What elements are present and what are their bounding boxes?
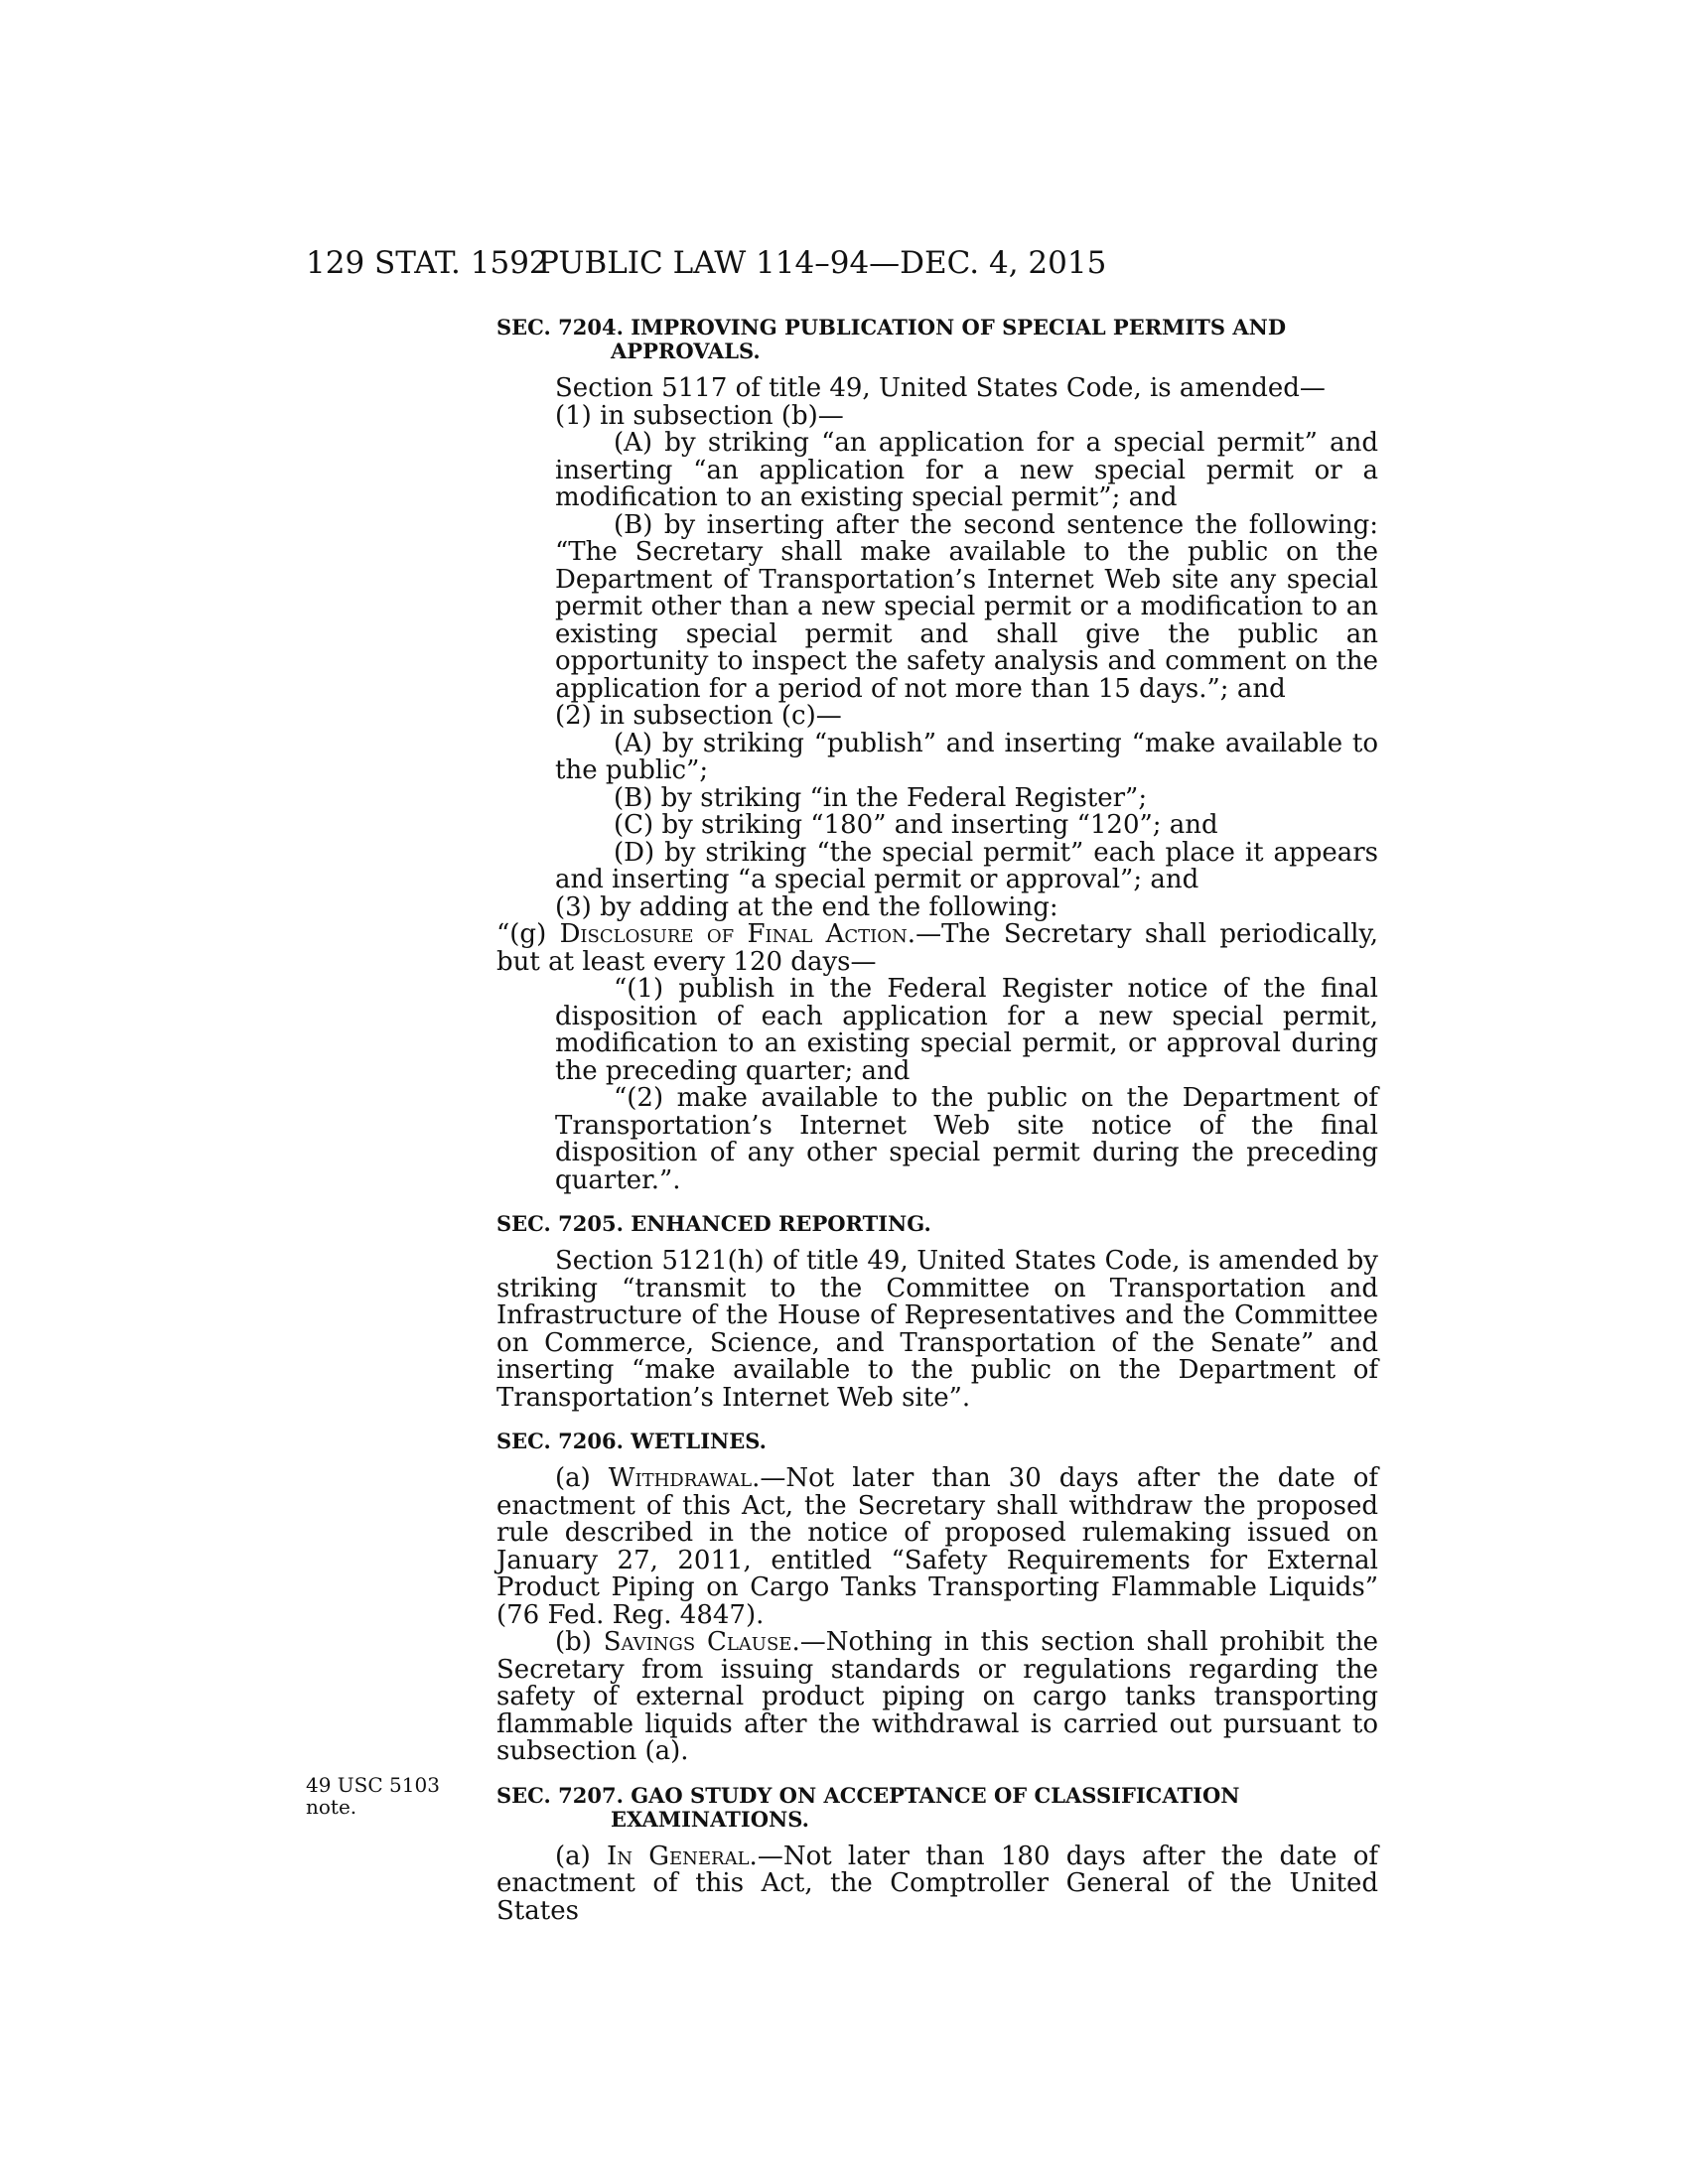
section-heading-7205: SEC. 7205. ENHANCED REPORTING. (496, 1211, 931, 1236)
subsection-a-label: (a) (555, 1463, 609, 1493)
sec-7207-a-label: (a) (555, 1841, 608, 1871)
sec-7204-paragraph-1: (1) in subsection (b)— (555, 400, 844, 431)
subsection-g-label: “(g) (496, 919, 560, 949)
sec-7206-subsection-a (496, 1465, 1378, 1629)
section-heading-7206: SEC. 7206. WETLINES. (496, 1429, 767, 1453)
subsection-g-caption: Disclosure of Final Action. (559, 919, 916, 949)
subsection-a-text: —Not later than 30 days after the date of enactment of this Act, the Secretary shall withdraw the proposed rule described in the notice of proposed rulemaking issued on January 27, 2011, entitled “Safety Requirements for External Product Piping on Cargo Tanks Transporting Flammable Liquids” (76 Fed. Reg. 4847). (496, 1463, 1378, 1630)
page-header (306, 245, 1378, 285)
sec-7206-subsection-b (496, 1629, 1378, 1766)
document-body (496, 316, 1378, 1925)
stat-page-number: 129 STAT. 1592 (306, 245, 549, 281)
sec-7207-a-text: —Not later than 180 days after the date of enactment of this Act, the Comptroller General of the United States (496, 1841, 1378, 1926)
sec-7204-paragraph-2b: (B) by striking “in the Federal Register”; (614, 782, 1148, 813)
subsection-a-caption: Withdrawal. (608, 1463, 761, 1493)
sec-7207-subsection-a (496, 1843, 1378, 1926)
sec-7204-paragraph-2c: (C) by striking “180” and inserting “120”; and (614, 810, 1218, 840)
subsection-b-text: —Nothing in this section shall prohibit the Secretary from issuing standards or regulations regarding the safety of external product piping on cargo tanks transporting flammable liquids after the withdrawal is carried out pursuant to subsection (a). (496, 1627, 1379, 1766)
section-heading-7207: SEC. 7207. GAO STUDY ON ACCEPTANCE OF CLASSIFICATION EXAMINATIONS. (496, 1782, 1240, 1832)
sec-7204-subsection-g-1: “(1) publish in the Federal Register notice of the final disposition of each application for a new special permit, modification to an existing special permit, or approval during the preceding quarter; and (555, 974, 1378, 1086)
subsection-g-text: —The Secretary shall periodically, but at least every 120 days— (496, 919, 1378, 977)
margin-note (306, 1774, 440, 1818)
sec-7204-paragraph-3: (3) by adding at the end the following: (555, 891, 1058, 922)
margin-note-line-2: note. (306, 1795, 357, 1819)
running-head: PUBLIC LAW 114–94—DEC. 4, 2015 (538, 245, 1107, 281)
subsection-b-label: (b) (555, 1627, 604, 1657)
sec-7204-paragraph-2d: (D) by striking “the special permit” each place it appears and inserting “a special permit or approval”; and (555, 837, 1378, 894)
sec-7204-paragraph-1b: (B) by inserting after the second sentence the following: “The Secretary shall make available to the public on the Department of Transportation’s Internet Web site any special permit other than a new special permit or a modification to an existing special permit and shall give the public an opportunity to inspect the safety analysis and comment on the application for a period of not more than 15 days.”; and (555, 509, 1378, 704)
subsection-b-caption: Savings Clause. (603, 1627, 800, 1657)
sec-7204-subsection-g (496, 921, 1378, 976)
sec-7205-text: Section 5121(h) of title 49, United States Code, is amended by striking “transmit to the Committee on Transportation and Infrastructure of the House of Representatives and the Committee on Commerce, Science, and Transportation of the Senate” and inserting “make available to the public on the Department of Transportation’s Internet Web site”. (496, 1246, 1378, 1413)
sec-7204-paragraph-2a: (A) by striking “publish” and inserting “make available to the public”; (555, 728, 1378, 785)
sec-7204-subsection-g-2: “(2) make available to the public on the Department of Transportation’s Internet Web site notice of the final disposition of any other special permit during the preceding quarter.”. (555, 1083, 1378, 1195)
sec-7204-paragraph-1a: (A) by striking “an application for a special permit” and inserting “an application for a new special permit or a modification to an existing special permit”; and (555, 428, 1378, 512)
sec-7204-paragraph-2: (2) in subsection (c)— (555, 701, 842, 731)
sec-7207-a-caption: In General. (607, 1841, 758, 1871)
margin-note-line-1: 49 USC 5103 (306, 1773, 440, 1797)
sec-7204-intro: Section 5117 of title 49, United States Code, is amended— (555, 373, 1326, 403)
section-heading-7204: SEC. 7204. IMPROVING PUBLICATION OF SPECIAL PERMITS AND APPROVALS. (496, 315, 1287, 363)
